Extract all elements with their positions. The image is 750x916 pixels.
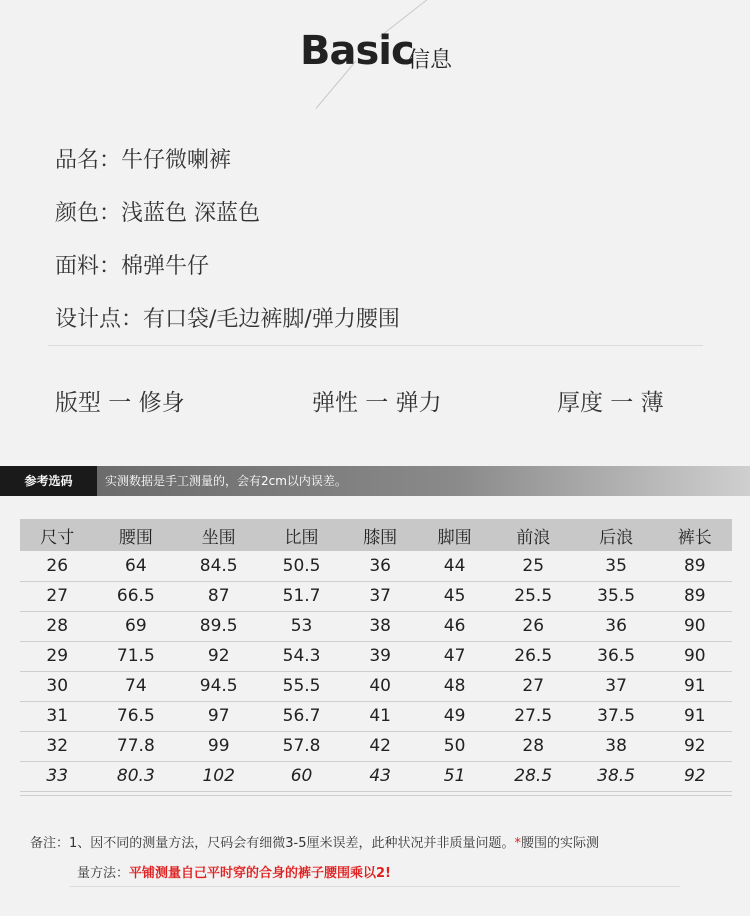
title-sub: 信息 [408, 48, 453, 73]
table-cell: 32 [46, 736, 69, 756]
table-cell: 28 [46, 616, 69, 636]
table-cell: 71.5 [116, 646, 155, 666]
table-cell: 44 [443, 555, 466, 576]
table-cell: 27.5 [514, 706, 553, 726]
table-cell: 25 [522, 555, 545, 576]
table-cell: 37.5 [597, 706, 636, 726]
table-cell: 90 [683, 646, 706, 666]
table-cell: 36 [605, 616, 627, 636]
table-cell: 94.5 [199, 676, 238, 696]
table-cell: 36 [369, 555, 391, 576]
remark-2-text: 量方法： [77, 866, 130, 881]
title-area [0, 0, 750, 120]
remark-line-1 [30, 832, 599, 851]
table-cell: 28.5 [514, 766, 553, 786]
table-cell: 76.5 [116, 706, 155, 726]
info-product-name: 品名：牛仔微喇裤 [55, 148, 232, 173]
col-header: 坐围 [201, 527, 236, 548]
table-cell: 25.5 [514, 586, 553, 606]
table-cell: 55.5 [282, 676, 321, 696]
remark-line-2 [77, 862, 391, 881]
table-row [20, 611, 732, 641]
table-cell: 97 [207, 706, 230, 726]
table-cell: 31 [46, 706, 69, 726]
table-cell: 92 [207, 646, 230, 666]
col-header: 后浪 [599, 527, 634, 548]
col-header: 比围 [284, 527, 319, 548]
table-cell: 36.5 [597, 646, 636, 666]
info-color: 颜色：浅蓝色 深蓝色 [55, 201, 260, 226]
table-cell: 57.8 [282, 736, 321, 756]
table-cell: 50 [443, 736, 466, 756]
table-row [20, 731, 732, 761]
table-cell: 29 [46, 646, 69, 666]
table-cell: 48 [443, 676, 466, 696]
reference-bar [0, 466, 750, 496]
divider [48, 345, 703, 346]
prop-elasticity: 弹性 一 弹力 [312, 390, 442, 416]
col-header: 脚围 [437, 527, 472, 548]
table-cell: 51.7 [282, 586, 321, 606]
table-cell: 42 [369, 736, 391, 756]
remark-1-suffix: 腰围的实际测 [521, 836, 600, 851]
table-cell: 89 [683, 586, 706, 606]
table-cell: 38 [369, 616, 391, 636]
table-cell: 47 [443, 646, 466, 666]
table-row [20, 761, 732, 791]
prop-thickness: 厚度 一 薄 [557, 390, 664, 416]
table-cell: 35 [605, 555, 627, 576]
table-cell: 37 [369, 586, 391, 606]
reference-label: 参考选码 [0, 466, 97, 496]
remark-2-highlight: 平铺测量自己平时穿的合身的裤子腰围乘以2! [129, 866, 391, 881]
col-header: 腰围 [118, 527, 153, 548]
table-row [20, 551, 732, 581]
table-cell: 33 [46, 766, 69, 786]
table-cell: 92 [683, 736, 706, 756]
table-cell: 39 [369, 646, 391, 666]
table-row [20, 701, 732, 731]
table-cell: 53 [290, 616, 313, 636]
table-cell: 38 [605, 736, 627, 756]
table-cell: 30 [46, 676, 69, 696]
table-cell: 56.7 [282, 706, 321, 726]
title-main: Basic [300, 28, 414, 74]
table-cell: 90 [683, 616, 706, 636]
table-cell: 54.3 [282, 646, 321, 666]
footer-divider [70, 886, 680, 887]
table-row [20, 671, 732, 701]
table-cell: 89.5 [199, 616, 238, 636]
table-cell: 45 [443, 586, 466, 606]
table-row [20, 641, 732, 671]
table-cell: 28 [522, 736, 545, 756]
table-cell: 99 [207, 736, 230, 756]
table-cell: 38.5 [597, 766, 636, 786]
table-cell: 49 [443, 706, 466, 726]
table-cell: 41 [369, 706, 391, 726]
col-header: 前浪 [516, 527, 551, 548]
table-cell: 40 [369, 676, 391, 696]
table-cell: 92 [683, 766, 706, 786]
table-cell: 87 [207, 586, 230, 606]
info-fabric: 面料：棉弹牛仔 [55, 254, 210, 279]
table-cell: 35.5 [597, 586, 636, 606]
table-cell: 64 [125, 555, 147, 576]
table-cell: 27 [46, 586, 69, 606]
col-header: 尺寸 [40, 527, 75, 548]
table-row [20, 581, 732, 611]
table-cell: 26 [46, 555, 69, 576]
remark-1-asterisk: * [514, 836, 522, 851]
table-cell: 46 [443, 616, 466, 636]
reference-note: 实测数据是手工测量的，会有2cm以内误差。 [97, 466, 750, 496]
table-cell: 102 [202, 766, 235, 786]
table-header-row [20, 519, 732, 551]
table-cell: 26.5 [514, 646, 553, 666]
table-cell: 66.5 [116, 586, 155, 606]
table-cell: 27 [522, 676, 545, 696]
table-cell: 43 [369, 766, 391, 786]
col-header: 膝围 [363, 527, 398, 548]
table-cell: 74 [125, 676, 147, 696]
table-cell: 91 [683, 676, 706, 696]
table-cell: 50.5 [282, 555, 321, 576]
table-cell: 69 [125, 616, 147, 636]
table-cell: 91 [683, 706, 706, 726]
table-bottom-divider [20, 795, 732, 796]
prop-fit: 版型 一 修身 [55, 390, 185, 416]
table-cell: 51 [443, 766, 466, 786]
table-cell: 37 [605, 676, 627, 696]
table-cell: 84.5 [199, 555, 238, 576]
col-header: 裤长 [677, 527, 712, 548]
size-table [20, 519, 732, 792]
table-cell: 89 [683, 555, 706, 576]
table-cell: 80.3 [116, 766, 155, 786]
table-cell: 77.8 [116, 736, 155, 756]
table-cell: 60 [290, 766, 313, 786]
remark-1-text: 备注：1、因不同的测量方法，尺码会有细微3-5厘米误差，此种状况并非质量问题。 [30, 836, 515, 851]
info-design: 设计点：有口袋/毛边裤脚/弹力腰围 [55, 307, 400, 332]
table-cell: 26 [522, 616, 545, 636]
